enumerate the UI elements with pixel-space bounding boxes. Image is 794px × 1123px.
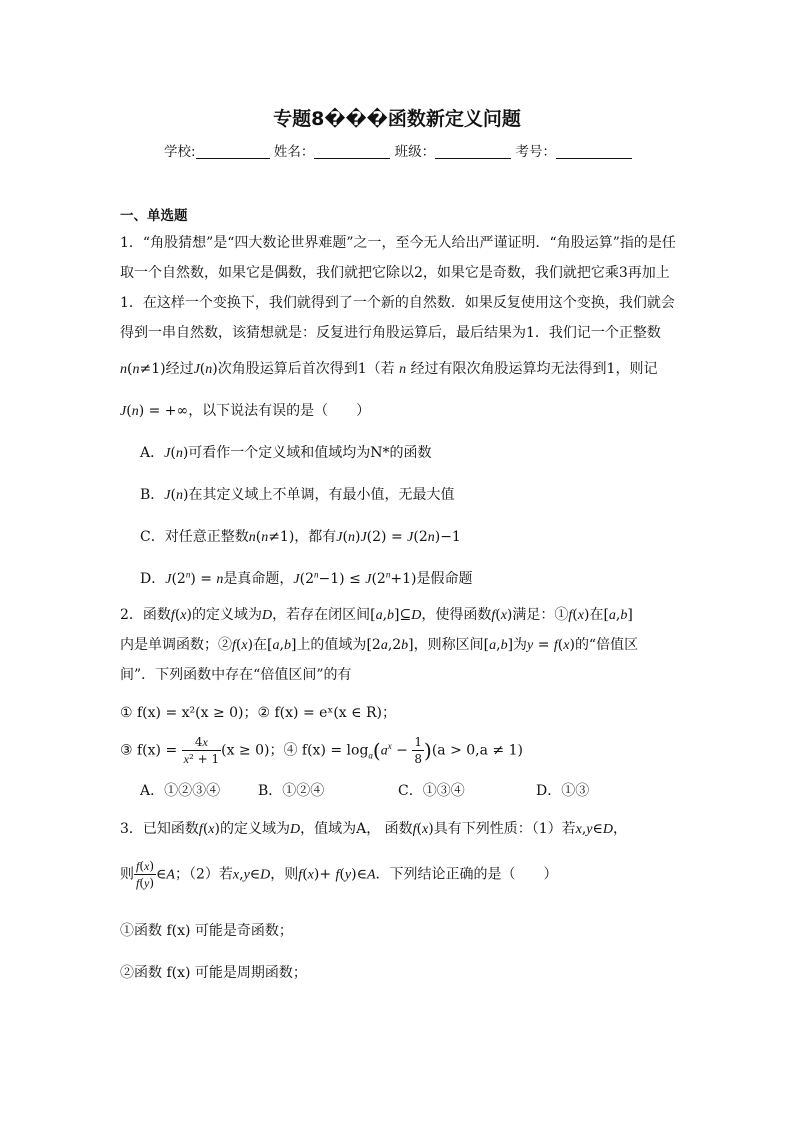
q2-f3-fraction: $\frac{4x}{\text{x² + 1}}$ [183, 735, 220, 766]
name-blank[interactable] [314, 144, 390, 159]
school-label: 学校: [164, 144, 196, 160]
q1-option-b[interactable]: B．J(n)在其定义域上不单调，有最小值，无最大值 [140, 487, 455, 503]
name-label: 姓名： [273, 144, 315, 160]
q2-f3-pre: ③ f(x) = [120, 742, 178, 759]
q2-line-1d: ，使得函数 [421, 607, 492, 623]
q1-line-1: 1．“角股猜想”是“四大数论世界难题”之一，至今无人给出严谨证明．“角股运算”指的是任 [120, 235, 676, 251]
q2-f3-post: (x ≥ 0)；④ f(x) = log [221, 742, 369, 759]
q3-statement-2: ②函数 f(x) 可能是周期函数； [120, 965, 307, 981]
q1-line-5b: 次角股运算后首次得到1（若 [217, 361, 395, 377]
q2-f4-tail: (a > 0,a ≠ 1) [431, 742, 523, 759]
q2-option-a[interactable]: A．①②③④ [140, 783, 221, 799]
q3-line-1: 3．已知函数f(x)的定义域为D，值域为A， 函数f(x)具有下列性质：（1）若x,y∈D， [120, 821, 628, 837]
q2-line-2a: 内是单调函数；② [120, 637, 232, 653]
q1-option-b-text: 在其定义域上不单调，有最小值，无最大值 [188, 487, 455, 503]
q1-line-5a: 经过 [165, 361, 194, 377]
q2-option-b[interactable]: B．①②④ [258, 783, 325, 799]
q2-line-1: 2．函数f(x)的定义域为D，若存在闭区间[a,b]⊆D，使得函数f(x)满足：①f(x)在[a,b] [120, 607, 633, 623]
q3-line-2a: 则 [120, 866, 134, 883]
q1-option-d[interactable]: D．$J(2^n) = n$是真命题，$J(2^n-1) \le J(2^n+1)$是假命题 [140, 569, 473, 587]
q1-option-c-mid: ，都有 [294, 529, 337, 545]
q3-line-2d: ．下列结论正确的是（ ） [375, 866, 558, 883]
q2-line-1c: ，若存在闭区间 [272, 607, 371, 623]
q3-line-2c: ，则 [270, 866, 299, 883]
q1-line-2: 取一个自然数，如果它是偶数，我们就把它除以2，如果它是奇数，我们就把它乘3再加上 [120, 265, 670, 281]
q1-option-d-mid: 是真命题， [223, 571, 294, 587]
q2-line-2: 内是单调函数；②f(x)在[a,b]上的值域为[2a,2b]，则称区间[a,b]为y = f(x)的“倍值区 [120, 637, 639, 653]
q2-functions-1: ① f(x) = x²(x ≥ 0)；② f(x) = eˣ(x ∈ R)； [120, 705, 396, 721]
q2-f4-fraction: $\frac{1}{8}$ [414, 735, 423, 766]
q1-option-c-pre: C．对任意正整数 [140, 529, 249, 545]
exam-no-blank[interactable] [556, 144, 632, 159]
section-heading: 一、单选题 [120, 208, 188, 224]
q3-line-1d: 具有下列性质：（1）若 [433, 821, 576, 837]
q1-line-5: n(n≠1)经过J(n)次角股运算后首次得到1（若 n 经过有限次角股运算均无法得到1，则记 [120, 361, 658, 377]
q2-option-c[interactable]: C．①③④ [398, 783, 465, 799]
school-blank[interactable] [196, 144, 270, 159]
q2-line-2b: 在 [253, 637, 268, 653]
q1-line-6-text: ，以下说法有误的是（ ） [188, 403, 371, 419]
q2-line-3: 间”．下列函数中存在“倍值区间”的有 [120, 667, 352, 683]
page-title: 专题8���函数新定义问题 [273, 108, 521, 130]
q1-option-d-end: 是假命题 [416, 571, 473, 587]
q2-line-1e: 满足：① [512, 607, 569, 623]
q1-line-4: 得到一串自然数，该猜想就是：反复进行角股运算后，最后结果为1．我们记一个正整数 [120, 325, 661, 341]
q2-line-1a: 2．函数 [120, 607, 171, 623]
class-blank[interactable] [435, 144, 511, 159]
q3-fraction: $\frac{f(x)}{f(y)}$ [136, 859, 155, 890]
q2-line-1f: 在 [589, 607, 604, 623]
q3-line-2: 则 $\frac{f(x)}{f(y)}$ ∈A；（2）若x,y∈D，则f(x)+ f(y)∈A．下列结论正确的是（ ） [120, 859, 558, 890]
q3-line-1a: 3．已知函数 [120, 821, 199, 837]
q1-line-3: 1．在这样一个变换下，我们就得到了一个新的自然数．如果反复使用这个变换，我们就会 [120, 295, 675, 311]
exam-no-label: 考号： [515, 144, 556, 160]
q1-line-6: J(n) = +∞，以下说法有误的是（ ） [120, 403, 371, 419]
q2-line-2c: 上的值域为 [296, 637, 367, 653]
class-label: 班级： [394, 144, 436, 160]
q2-line-2d: ，则称区间 [413, 637, 484, 653]
q2-line-2e: 为 [513, 637, 528, 653]
q3-statement-1: ①函数 f(x) 可能是奇函数； [120, 923, 293, 939]
q2-functions-2: ③ f(x) = $\frac{4x}{\text{x² + 1}}$ (x ≥ 0)；④ $f(x) = \log_a(a^x$ − $\frac{1}{8}$ )(a > 0,a ≠ 1) [120, 735, 523, 766]
q1-line-5c: 经过有限次角股运算均无法得到1，则记 [410, 361, 658, 377]
student-info-line [164, 140, 632, 160]
q3-line-1c: ，值域为A， 函数 [300, 821, 413, 837]
q3-line-1b: 的定义域为 [219, 821, 290, 837]
q2-line-2f: 的“倍值区 [574, 637, 639, 653]
q2-line-1b: 的定义域为 [191, 607, 262, 623]
q1-option-a-text: 可看作一个定义域和值域均为N*的函数 [188, 445, 432, 461]
q1-option-a[interactable]: A．J(n)可看作一个定义域和值域均为N*的函数 [140, 445, 432, 461]
q2-option-d[interactable]: D．①③ [536, 783, 590, 799]
q1-option-c[interactable]: C．对任意正整数n(n≠1)，都有J(n)J(2) = J(2n)−1 [140, 529, 461, 545]
q3-line-2b: ；（2）若 [174, 866, 233, 883]
